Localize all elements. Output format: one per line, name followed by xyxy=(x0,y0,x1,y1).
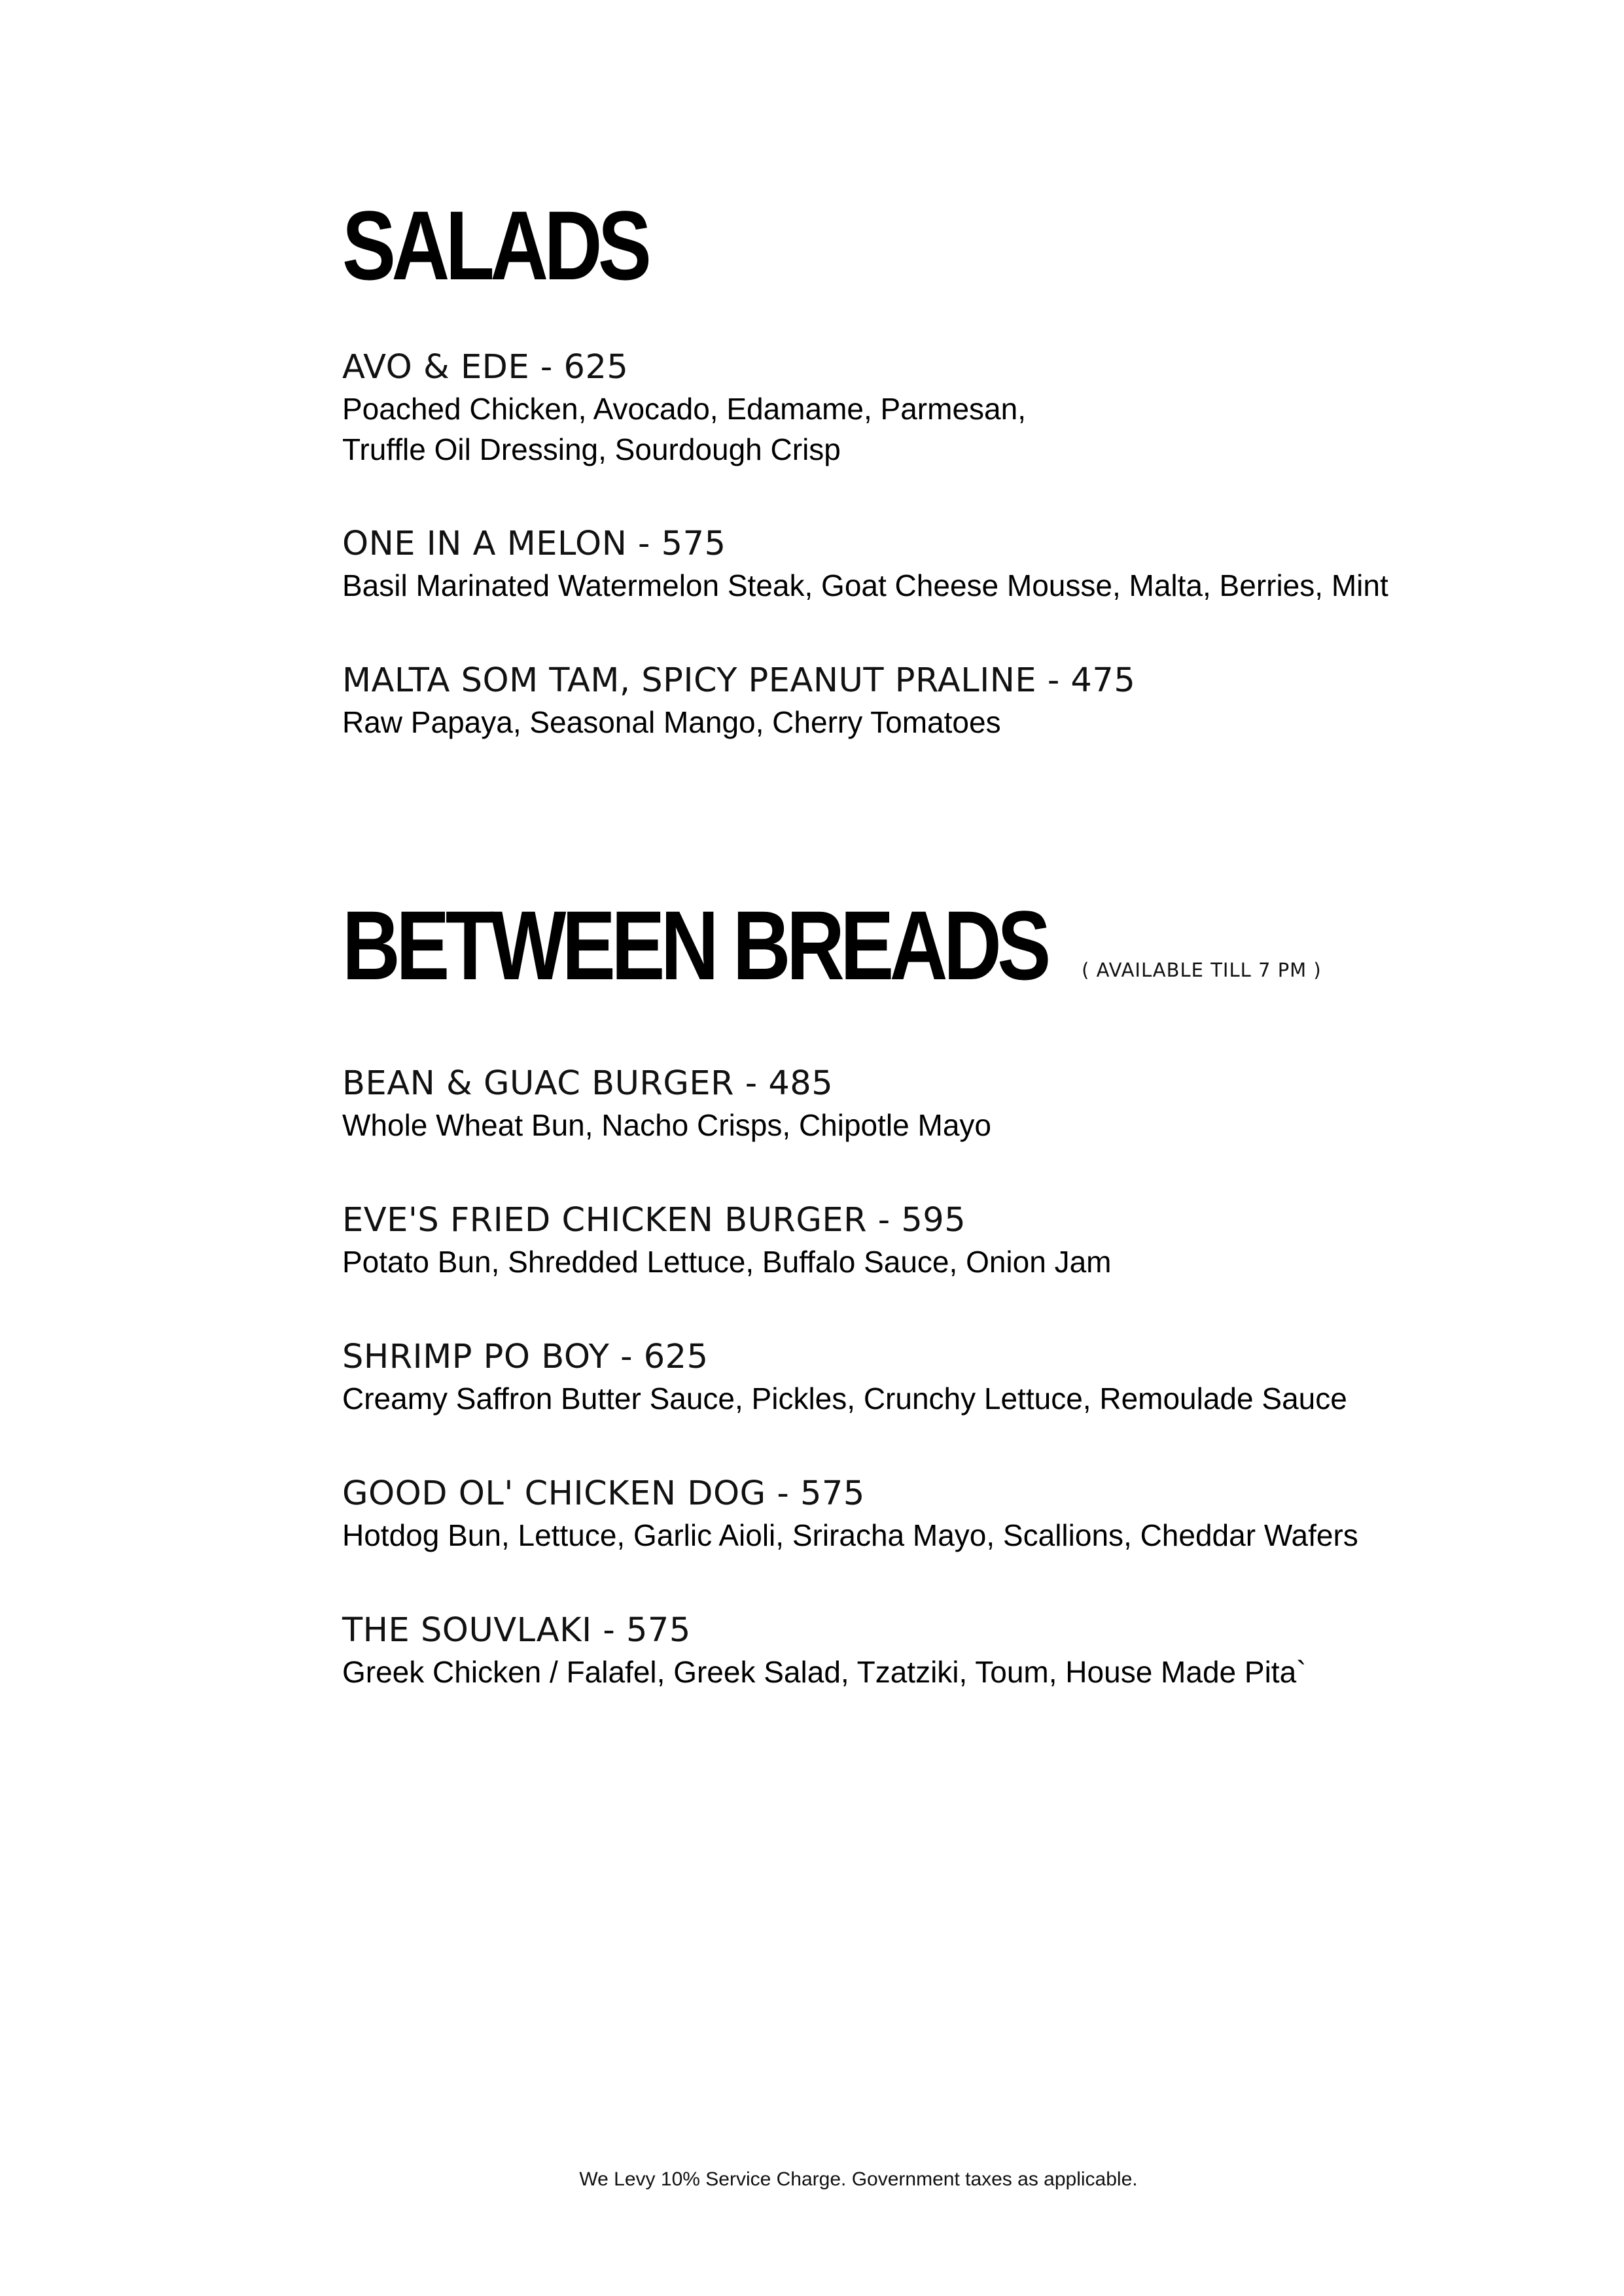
item-description: Raw Papaya, Seasonal Mango, Cherry Tomatoes xyxy=(342,705,1001,739)
between-breads-title-row xyxy=(342,890,1322,1000)
menu-item-bean-guac-burger xyxy=(342,1063,991,1145)
menu-item-shrimp-po-boy xyxy=(342,1336,1347,1419)
menu-item-eves-fried-chicken-burger xyxy=(342,1200,1112,1282)
item-name: THE SOUVLAKI - 575 xyxy=(342,1611,691,1650)
item-description: Whole Wheat Bun, Nacho Crisps, Chipotle Mayo xyxy=(342,1108,991,1142)
menu-item-avo-ede xyxy=(342,347,1026,470)
item-name: GOOD OL' CHICKEN DOG - 575 xyxy=(342,1474,865,1513)
item-description: Poached Chicken, Avocado, Edamame, Parmesan, xyxy=(342,392,1026,426)
menu-item-good-ol-chicken-dog xyxy=(342,1473,1358,1556)
item-description: Basil Marinated Watermelon Steak, Goat Cheese Mousse, Malta, Berries, Mint xyxy=(342,568,1388,602)
menu-item-the-souvlaki xyxy=(342,1610,1306,1692)
item-name: BEAN & GUAC BURGER - 485 xyxy=(342,1064,834,1103)
between-breads-heading: BETWEEN BREADS xyxy=(342,890,1047,1000)
menu-item-one-in-a-melon xyxy=(342,523,1388,606)
salads-section xyxy=(342,190,715,300)
item-description: Hotdog Bun, Lettuce, Garlic Aioli, Sriracha Mayo, Scallions, Cheddar Wafers xyxy=(342,1518,1358,1552)
item-name: MALTA SOM TAM, SPICY PEANUT PRALINE - 475 xyxy=(342,661,1136,700)
item-name: SHRIMP PO BOY - 625 xyxy=(342,1338,709,1376)
item-name: ONE IN A MELON - 575 xyxy=(342,525,726,563)
item-description: Potato Bun, Shredded Lettuce, Buffalo Sauce, Onion Jam xyxy=(342,1245,1112,1279)
item-description: Creamy Saffron Butter Sauce, Pickles, Crunchy Lettuce, Remoulade Sauce xyxy=(342,1382,1347,1416)
item-name: EVE'S FRIED CHICKEN BURGER - 595 xyxy=(342,1201,966,1240)
item-description: Truffle Oil Dressing, Sourdough Crisp xyxy=(342,432,841,466)
salads-heading: SALADS xyxy=(342,190,648,300)
between-breads-section xyxy=(342,890,1322,1000)
menu-item-malta-som-tam xyxy=(342,660,1135,742)
availability-note: ( AVAILABLE TILL 7 PM ) xyxy=(1082,959,1322,981)
service-charge-footer: We Levy 10% Service Charge. Government taxes as applicable. xyxy=(579,2168,1138,2190)
item-description: Greek Chicken / Falafel, Greek Salad, Tzatziki, Toum, House Made Pita` xyxy=(342,1655,1307,1689)
item-name: AVO & EDE - 625 xyxy=(342,348,629,387)
